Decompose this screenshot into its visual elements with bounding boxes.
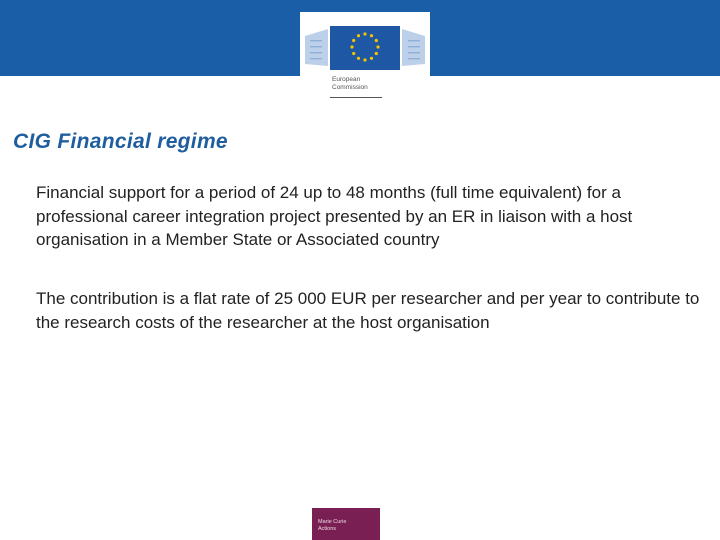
badge-line-2: Actions — [318, 526, 337, 532]
berlaymont-building-icon — [300, 12, 430, 76]
marie-curie-actions-badge — [312, 508, 380, 540]
badge-line-1: Marie Curie — [318, 519, 347, 525]
logo-wordmark — [332, 76, 402, 92]
paragraph-financial-support: Financial support for a period of 24 up to 48 months (full time equivalent) for a professional career integration project presented by an ER in liaison with a host organisation in a Member State or Associated country — [36, 183, 633, 249]
logo-line-1: European — [332, 76, 361, 83]
european-commission-logo — [300, 12, 430, 102]
logo-line-2: Commission — [332, 84, 368, 91]
paragraph-contribution: The contribution is a flat rate of 25 000 EUR per researcher and per year to contribute to the research costs of the researcher at the host organisation — [36, 289, 700, 332]
badge-text — [318, 519, 376, 533]
slide-title: CIG Financial regime — [13, 130, 228, 153]
logo-underline — [330, 97, 382, 98]
